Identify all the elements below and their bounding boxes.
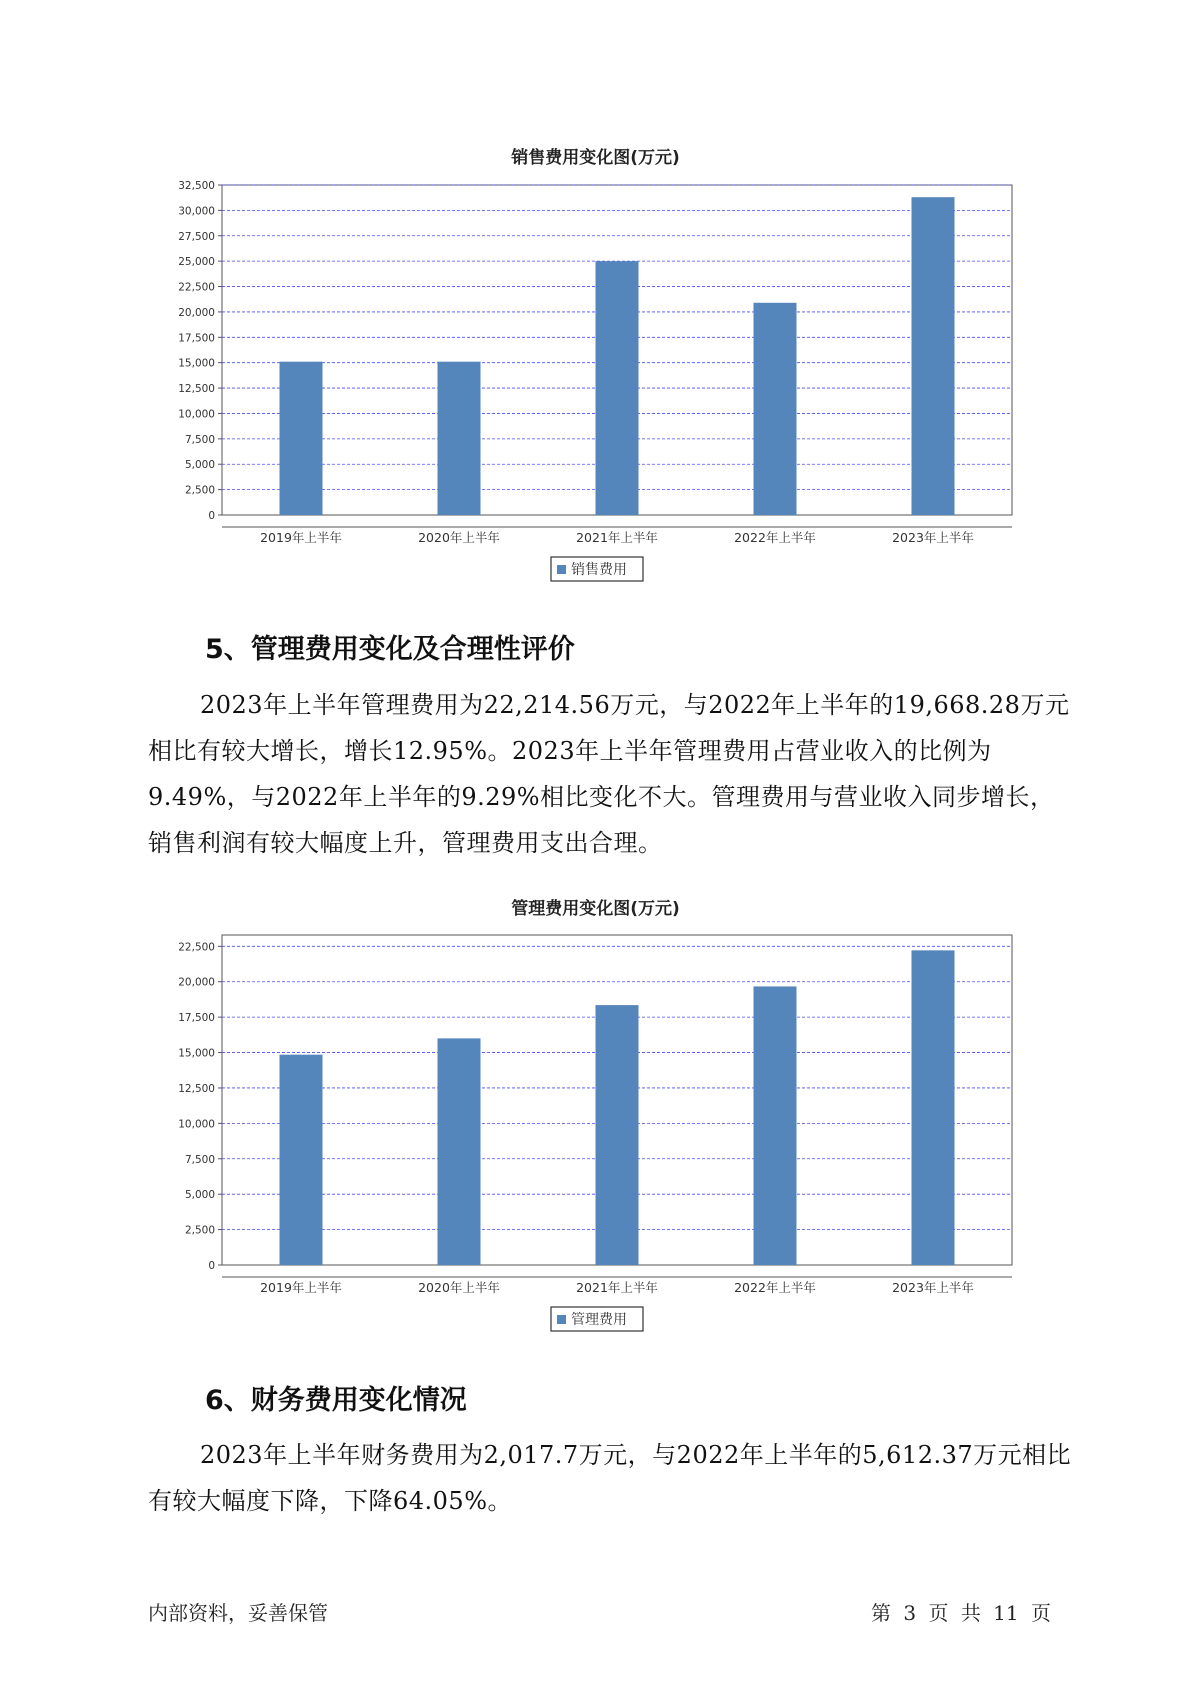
x-tick-label: 2019年上半年 [260, 1280, 342, 1295]
footer-confidential-note: 内部资料，妥善保管 [148, 1601, 328, 1625]
y-tick-label: 30,000 [178, 205, 215, 218]
y-tick-label: 12,500 [178, 1082, 215, 1095]
bar [912, 197, 955, 515]
y-tick-label: 17,500 [178, 1012, 215, 1025]
y-tick-label: 32,500 [178, 180, 215, 192]
section-heading-6: 6、财务费用变化情况 [205, 1385, 467, 1416]
x-tick-label: 2023年上半年 [892, 1280, 974, 1295]
bar [754, 986, 797, 1265]
section-paragraph-5: 2023年上半年管理费用为22,214.56万元，与2022年上半年的19,668.28万元相比有较大增长，增长12.95%。2023年上半年管理费用占营业收入的比例为9.49%，与2022年上半年的9.29%相比变化不大。管理费用与营业收入同步增长，销售利润有较大幅度上升，管理费用支出合理。 [148, 691, 1070, 857]
x-tick-label: 2022年上半年 [734, 1280, 816, 1295]
y-tick-label: 7,500 [184, 433, 215, 446]
footer-page-number: 第 3 页 共 11 页 [871, 1601, 1051, 1625]
y-tick-label: 10,000 [178, 408, 215, 421]
x-tick-label: 2020年上半年 [418, 530, 500, 545]
y-tick-label: 0 [208, 1260, 215, 1272]
section-paragraph-6: 2023年上半年财务费用为2,017.7万元，与2022年上半年的5,612.37万元相比有较大幅度下降，下降64.05%。 [148, 1441, 1072, 1515]
y-tick-label: 2,500 [184, 1224, 215, 1237]
bar [754, 303, 797, 515]
y-tick-label: 12,500 [178, 383, 215, 396]
y-tick-label: 15,000 [178, 357, 215, 370]
legend-swatch [557, 565, 566, 574]
sales-expense-bar-chart [150, 175, 1030, 615]
y-tick-label: 15,000 [178, 1047, 215, 1060]
y-tick-label: 5,000 [184, 459, 215, 472]
chart-title-admin-expense: 管理费用变化图(万元) [511, 899, 680, 919]
bar [280, 1055, 323, 1265]
x-tick-label: 2020年上半年 [418, 1280, 500, 1295]
y-tick-label: 7,500 [184, 1153, 215, 1166]
x-tick-label: 2022年上半年 [734, 530, 816, 545]
y-tick-label: 22,500 [178, 281, 215, 294]
bar [438, 1038, 481, 1265]
bar [280, 362, 323, 515]
y-tick-label: 20,000 [178, 306, 215, 319]
section-heading-5: 5、管理费用变化及合理性评价 [205, 634, 575, 665]
bar [438, 362, 481, 515]
bar [912, 950, 955, 1265]
chart-title-sales-expense: 销售费用变化图(万元) [511, 148, 680, 168]
y-tick-label: 22,500 [178, 941, 215, 954]
admin-expense-bar-chart [150, 925, 1030, 1355]
y-tick-label: 10,000 [178, 1118, 215, 1131]
x-tick-label: 2021年上半年 [576, 530, 658, 545]
y-tick-label: 25,000 [178, 256, 215, 269]
legend-label: 销售费用 [571, 562, 627, 578]
y-tick-label: 27,500 [178, 230, 215, 243]
y-tick-label: 2,500 [184, 484, 215, 497]
x-tick-label: 2021年上半年 [576, 1280, 658, 1295]
x-tick-label: 2019年上半年 [260, 530, 342, 545]
legend-swatch [557, 1315, 566, 1324]
legend-label: 管理费用 [571, 1312, 627, 1328]
y-tick-label: 17,500 [178, 332, 215, 345]
y-tick-label: 0 [208, 510, 215, 522]
bar [596, 1005, 639, 1265]
x-tick-label: 2023年上半年 [892, 530, 974, 545]
y-tick-label: 5,000 [184, 1189, 215, 1202]
y-tick-label: 20,000 [178, 976, 215, 989]
bar [596, 261, 639, 515]
